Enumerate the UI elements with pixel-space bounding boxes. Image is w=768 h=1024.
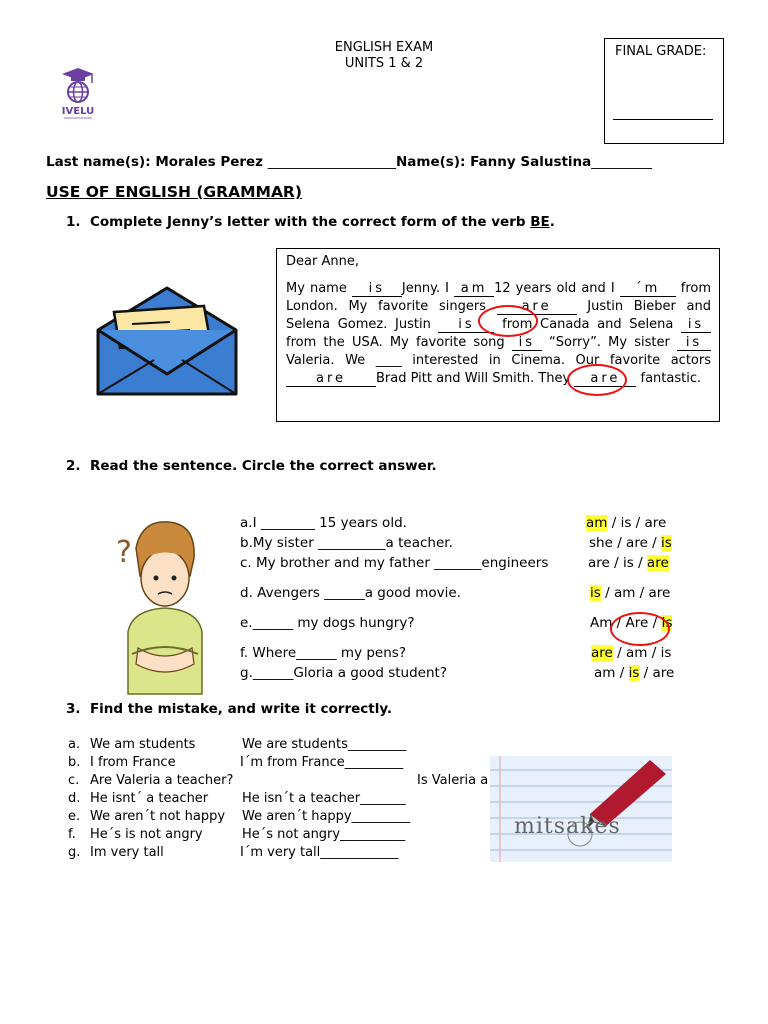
q2-item-b: b.My sister __________a teacher. [240, 535, 453, 551]
question-3 [66, 701, 392, 717]
option-highlighted[interactable]: is [628, 665, 640, 681]
letter-answer-4[interactable]: are [497, 300, 577, 315]
q2-item-g: g.______Gloria a good student? [240, 665, 447, 681]
letter-answer-5[interactable]: is [438, 318, 494, 333]
logo-text: IVELU [61, 106, 95, 117]
question-1: 1. Complete Jenny’s letter with the correct form of the verb BE. [66, 214, 555, 230]
q3-item-f: f. He´s is not angry He´s not angry__________ [68, 827, 406, 842]
option[interactable]: are [648, 585, 671, 601]
option[interactable]: is [660, 645, 672, 661]
option-highlighted[interactable]: Is [661, 615, 673, 631]
notebook-pen-icon [490, 756, 672, 862]
q2-item-f: f. Where______ my pens? [240, 645, 406, 661]
q3-item-d: d. He isnt´ a teacher He isn´t a teacher_______ [68, 791, 406, 806]
q2-item-a: a.I ________ 15 years old. [240, 515, 407, 531]
option-highlighted[interactable]: are [591, 645, 613, 661]
letter-answer-9[interactable]: are [286, 372, 376, 387]
letter-answer-8[interactable]: is [677, 336, 711, 351]
option[interactable]: is [620, 515, 632, 531]
option-highlighted[interactable]: am [586, 515, 608, 531]
red-circle-mark [567, 364, 627, 396]
option[interactable]: is [622, 555, 634, 571]
option[interactable]: am [594, 665, 616, 681]
option-highlighted[interactable]: is [590, 585, 601, 601]
letter-answer-7[interactable]: is [512, 336, 542, 351]
red-circle-mark [478, 305, 538, 337]
q3-item-a: a. We am students We are students_________ [68, 737, 407, 752]
exam-subtitle: UNITS 1 & 2 [344, 56, 424, 71]
envelope-icon [92, 282, 242, 400]
question-3-number: 3. [66, 701, 81, 717]
q2-item-e: e.______ my dogs hungry? [240, 615, 415, 631]
name-label: Name(s): [396, 154, 466, 170]
question-2-text: Read the sentence. Circle the correct answer. [89, 458, 437, 474]
option[interactable]: are [626, 535, 648, 551]
option[interactable]: are [588, 555, 610, 571]
q3-item-c: c. Are Valeria a teacher? Is Valeria a [68, 773, 489, 788]
q2-options-d: is / am / are [590, 585, 671, 601]
letter-body: My name is Jenny. I am 12 years old and I ´m from London. My favorite singers are Justin Bieber and Selena Gomez. Justin is from Canada and Selena is from the USA. My favorite song is “Sorry”. My sister is Valeria. We ____ interested in Cinema. Our favorite actors are Brad Pitt and Will Smith. They are fantastic. [286, 281, 711, 386]
q2-options-c: are / is / are [588, 555, 669, 571]
question-3-text: Find the mistake, and write it correctly. [89, 701, 393, 717]
option[interactable]: are [652, 665, 675, 681]
option-highlighted[interactable]: are [646, 555, 669, 571]
name-value: Fanny Salustina [470, 154, 592, 170]
question-2 [66, 458, 437, 474]
option[interactable]: am [625, 645, 648, 661]
q2-item-c: c. My brother and my father _______engineers [240, 555, 549, 571]
letter-answer-6[interactable]: is [681, 318, 711, 333]
section-title: USE OF ENGLISH (GRAMMAR) [46, 183, 302, 201]
final-grade-label: FINAL GRADE: [615, 44, 707, 59]
letter-answer-2[interactable]: am [454, 282, 494, 297]
letter-greeting: Dear Anne, [286, 254, 359, 269]
question-2-number: 2. [66, 458, 81, 474]
svg-text:?: ? [116, 535, 132, 570]
graduation-globe-icon [58, 66, 98, 120]
mistakes-image-text: mitsakes [514, 814, 621, 839]
final-grade-box [604, 38, 724, 144]
envelope-illustration [92, 282, 242, 404]
question-1-verb: BE [530, 214, 550, 230]
option[interactable]: are [644, 515, 667, 531]
option-highlighted[interactable]: is [661, 535, 672, 551]
letter-answer-10[interactable]: are [574, 372, 636, 387]
option[interactable]: Are [625, 615, 649, 631]
lastname-value: Morales Perez [155, 154, 264, 170]
letter-answer-1[interactable]: is [352, 282, 402, 297]
q2-options-e: Am / Are / Is [590, 615, 673, 631]
student-names: Last name(s): Morales Perez ___________________Name(s): Fanny Salustina_________ [46, 154, 653, 170]
school-logo [58, 66, 98, 120]
q3-item-b: b. I from France I´m from France_________ [68, 755, 404, 770]
option[interactable]: am [613, 585, 636, 601]
q3-item-e: e. We aren´t not happy We aren´t happy_________ [68, 809, 411, 824]
q2-options-a: am / is / are [586, 515, 667, 531]
exam-title: ENGLISH EXAM [334, 40, 434, 55]
mistakes-image [490, 756, 672, 862]
final-grade-line [613, 119, 713, 120]
q3-item-g: g. Im very tall I´m very tall____________ [68, 845, 399, 860]
question-1-number: 1. [66, 214, 81, 230]
q2-options-b: she / are / is [589, 535, 672, 551]
question-1-text: Complete Jenny’s letter with the correct form of the verb [89, 214, 531, 230]
q2-options-g: am / is / are [594, 665, 675, 681]
option[interactable]: Am [590, 615, 613, 631]
letter-answer-3[interactable]: ´m [620, 282, 676, 297]
confused-person-illustration [92, 514, 228, 702]
q2-options-f: are / am / is [591, 645, 672, 661]
q2-item-d: d. Avengers ______a good movie. [240, 585, 461, 601]
lastname-label: Last name(s): [46, 154, 151, 170]
thinking-person-icon [92, 514, 228, 698]
red-circle-mark [610, 612, 673, 646]
option[interactable]: she [589, 535, 613, 551]
